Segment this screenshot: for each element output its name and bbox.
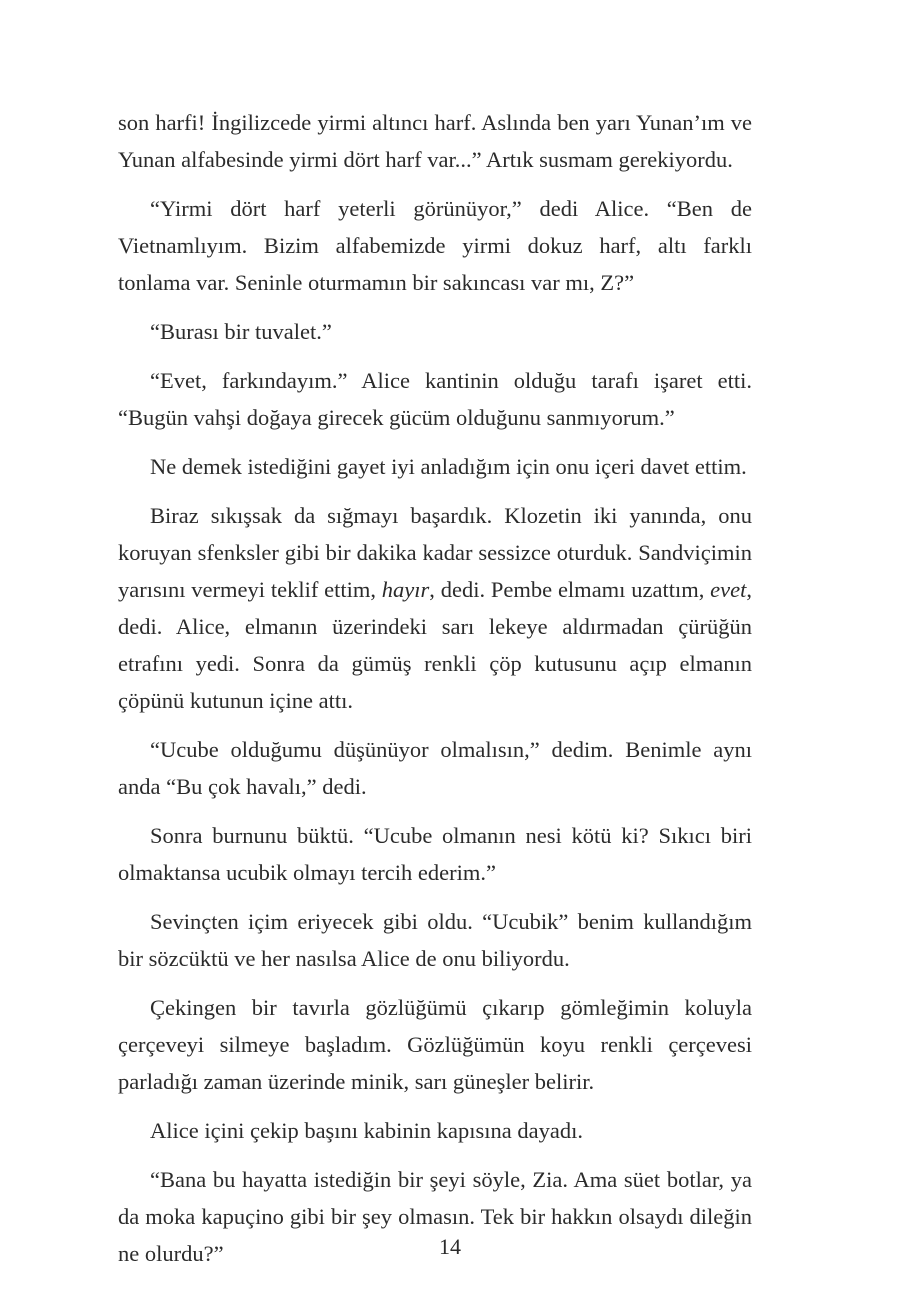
paragraph-text: “Evet, farkındayım.” Alice kantinin olduğu tarafı işaret etti. “Bugün vahşi doğaya girecek gücüm olduğunu sanmıyorum.” — [118, 368, 752, 430]
paragraph — [118, 497, 752, 719]
paragraph — [118, 362, 752, 436]
book-page-body — [118, 104, 752, 1284]
paragraph-text: , dedi. Pembe elmamı uzattım, — [429, 577, 711, 602]
page-number: 14 — [439, 1234, 461, 1259]
paragraph-text: Sevinçten içim eriyecek gibi oldu. “Ucubik” benim kullandığım bir sözcüktü ve her nasılsa Alice de onu biliyordu. — [118, 909, 752, 971]
paragraph — [118, 989, 752, 1100]
paragraph — [118, 903, 752, 977]
paragraph-text: Biraz sıkışsak da sığmayı başardık. Klozetin iki yanında, onu koruyan sfenksler gibi bir dakika kadar sessizce oturduk. Sandviçimin yarısını vermeyi teklif ettim, — [118, 503, 752, 602]
paragraph — [118, 1112, 752, 1149]
paragraph-text: , dedi. Alice, elmanın üzerindeki sarı lekeye aldırmadan çürüğün etrafını yedi. Sonra da gümüş renkli çöp kutusunu açıp elmanın çöpünü kutunun içine attı. — [118, 577, 752, 713]
paragraph — [118, 313, 752, 350]
paragraph — [118, 448, 752, 485]
paragraph-text: Sonra burnunu büktü. “Ucube olmanın nesi kötü ki? Sıkıcı biri olmaktansa ucubik olmayı tercih ederim.” — [118, 823, 752, 885]
paragraph-text: Ne demek istediğini gayet iyi anladığım için onu içeri davet ettim. — [150, 454, 747, 479]
paragraph — [118, 190, 752, 301]
paragraph — [118, 731, 752, 805]
paragraph-italic-text: evet — [710, 577, 747, 602]
paragraph — [118, 104, 752, 178]
paragraph — [118, 817, 752, 891]
paragraph-text: “Ucube olduğumu düşünüyor olmalısın,” dedim. Benimle aynı anda “Bu çok havalı,” dedi. — [118, 737, 752, 799]
paragraph-text: Alice içini çekip başını kabinin kapısına dayadı. — [150, 1118, 584, 1143]
paragraph-text: “Bana bu hayatta istediğin bir şeyi söyle, Zia. Ama süet botlar, ya da moka kapuçino gibi bir şey olmasın. Tek bir hakkın olsaydı dileğin ne olurdu?” — [118, 1167, 752, 1266]
paragraph-text: Çekingen bir tavırla gözlüğümü çıkarıp gömleğimin koluyla çerçeveyi silmeye başladım. Gözlüğümün koyu renkli çerçevesi parladığı zaman üzerinde minik, sarı güneşler belirir. — [118, 995, 752, 1094]
paragraph-text: son harfi! İngilizcede yirmi altıncı harf. Aslında ben yarı Yunan’ım ve Yunan alfabesinde yirmi dört harf var...” Artık susmam gerekiyordu. — [118, 110, 752, 172]
paragraph-text: “Yirmi dört harf yeterli görünüyor,” dedi Alice. “Ben de Vietnamlıyım. Bizim alfabemizde yirmi dokuz harf, altı farklı tonlama var. Seninle oturmamın bir sakıncası var mı, Z?” — [118, 196, 752, 295]
paragraph-text: “Burası bir tuvalet.” — [150, 319, 332, 344]
paragraph-italic-text: hayır — [381, 577, 430, 602]
